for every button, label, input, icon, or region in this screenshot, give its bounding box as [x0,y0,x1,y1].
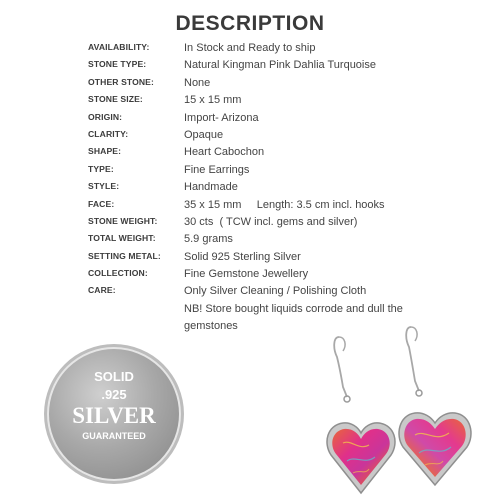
spec-value: Heart Cabochon [184,146,265,159]
silver-guarantee-badge [43,343,185,485]
spec-label: STONE SIZE: [88,94,143,105]
badge-line-guaranteed: GUARANTEED [82,431,146,441]
spec-label: STONE TYPE: [88,59,147,70]
care-note: NB! Store bought liquids corrode and dull the gemstones [184,302,403,333]
spec-row-setting-metal [88,249,488,266]
spec-row-origin [88,110,488,127]
spec-label: OTHER STONE: [88,76,154,87]
spec-value: 15 x 15 mm [184,94,242,107]
spec-label: SHAPE: [88,146,122,157]
page-title: DESCRIPTION [175,12,325,35]
spec-label: CARE: [88,285,116,296]
spec-value: In Stock and Ready to ship [184,42,316,54]
spec-row-care [88,283,488,300]
spec-value: Fine Gemstone Jewellery [184,268,309,281]
spec-value: Fine Earrings [184,163,250,176]
spec-value: Opaque [184,128,224,141]
spec-row-other-stone [88,75,488,92]
spec-row-clarity [88,127,488,144]
spec-row-shape [88,144,488,161]
spec-value: Solid 925 Sterling Silver [184,250,301,263]
spec-row-collection [88,266,488,283]
spec-label: STONE WEIGHT: [88,215,158,226]
spec-value: Import- Arizona [184,111,259,124]
spec-row-type [88,162,488,179]
spec-label: TOTAL WEIGHT: [88,233,156,244]
spec-value: Natural Kingman Pink Dahlia Turquoise [184,59,376,72]
spec-row-stone-type [88,57,488,74]
spec-label-empty [88,301,184,303]
spec-row-style [88,179,488,196]
spec-row-stone-size [88,92,488,109]
spec-row-stone-weight [88,214,488,231]
spec-value: 5.9 grams [184,233,233,246]
spec-value: Only Silver Cleaning / Polishing Cloth [184,285,367,298]
badge-line-solid: SOLID [94,369,134,384]
spec-value: None [184,76,211,89]
spec-row-face [88,197,488,214]
spec-label: ORIGIN: [88,111,123,122]
spec-label: TYPE: [88,163,114,174]
spec-row-availability [88,40,488,57]
badge-line-925: .925 [101,387,127,402]
spec-label: AVAILABILITY: [88,42,150,52]
spec-label: COLLECTION: [88,268,148,279]
spec-list [88,40,488,336]
spec-label: STYLE: [88,181,120,192]
badge-line-silver: SILVER [72,403,156,428]
spec-row-total-weight [88,231,488,248]
spec-label: FACE: [88,198,115,209]
spec-value: 30 cts ( TCW incl. gems and silver) [184,215,358,228]
spec-value: 35 x 15 mm Length: 3.5 cm incl. hooks [184,198,385,211]
spec-label: SETTING METAL: [88,250,161,261]
spec-value: Handmade [184,181,238,194]
earring-right-image [395,325,475,490]
spec-label: CLARITY: [88,128,129,139]
earring-left-image [325,335,397,495]
